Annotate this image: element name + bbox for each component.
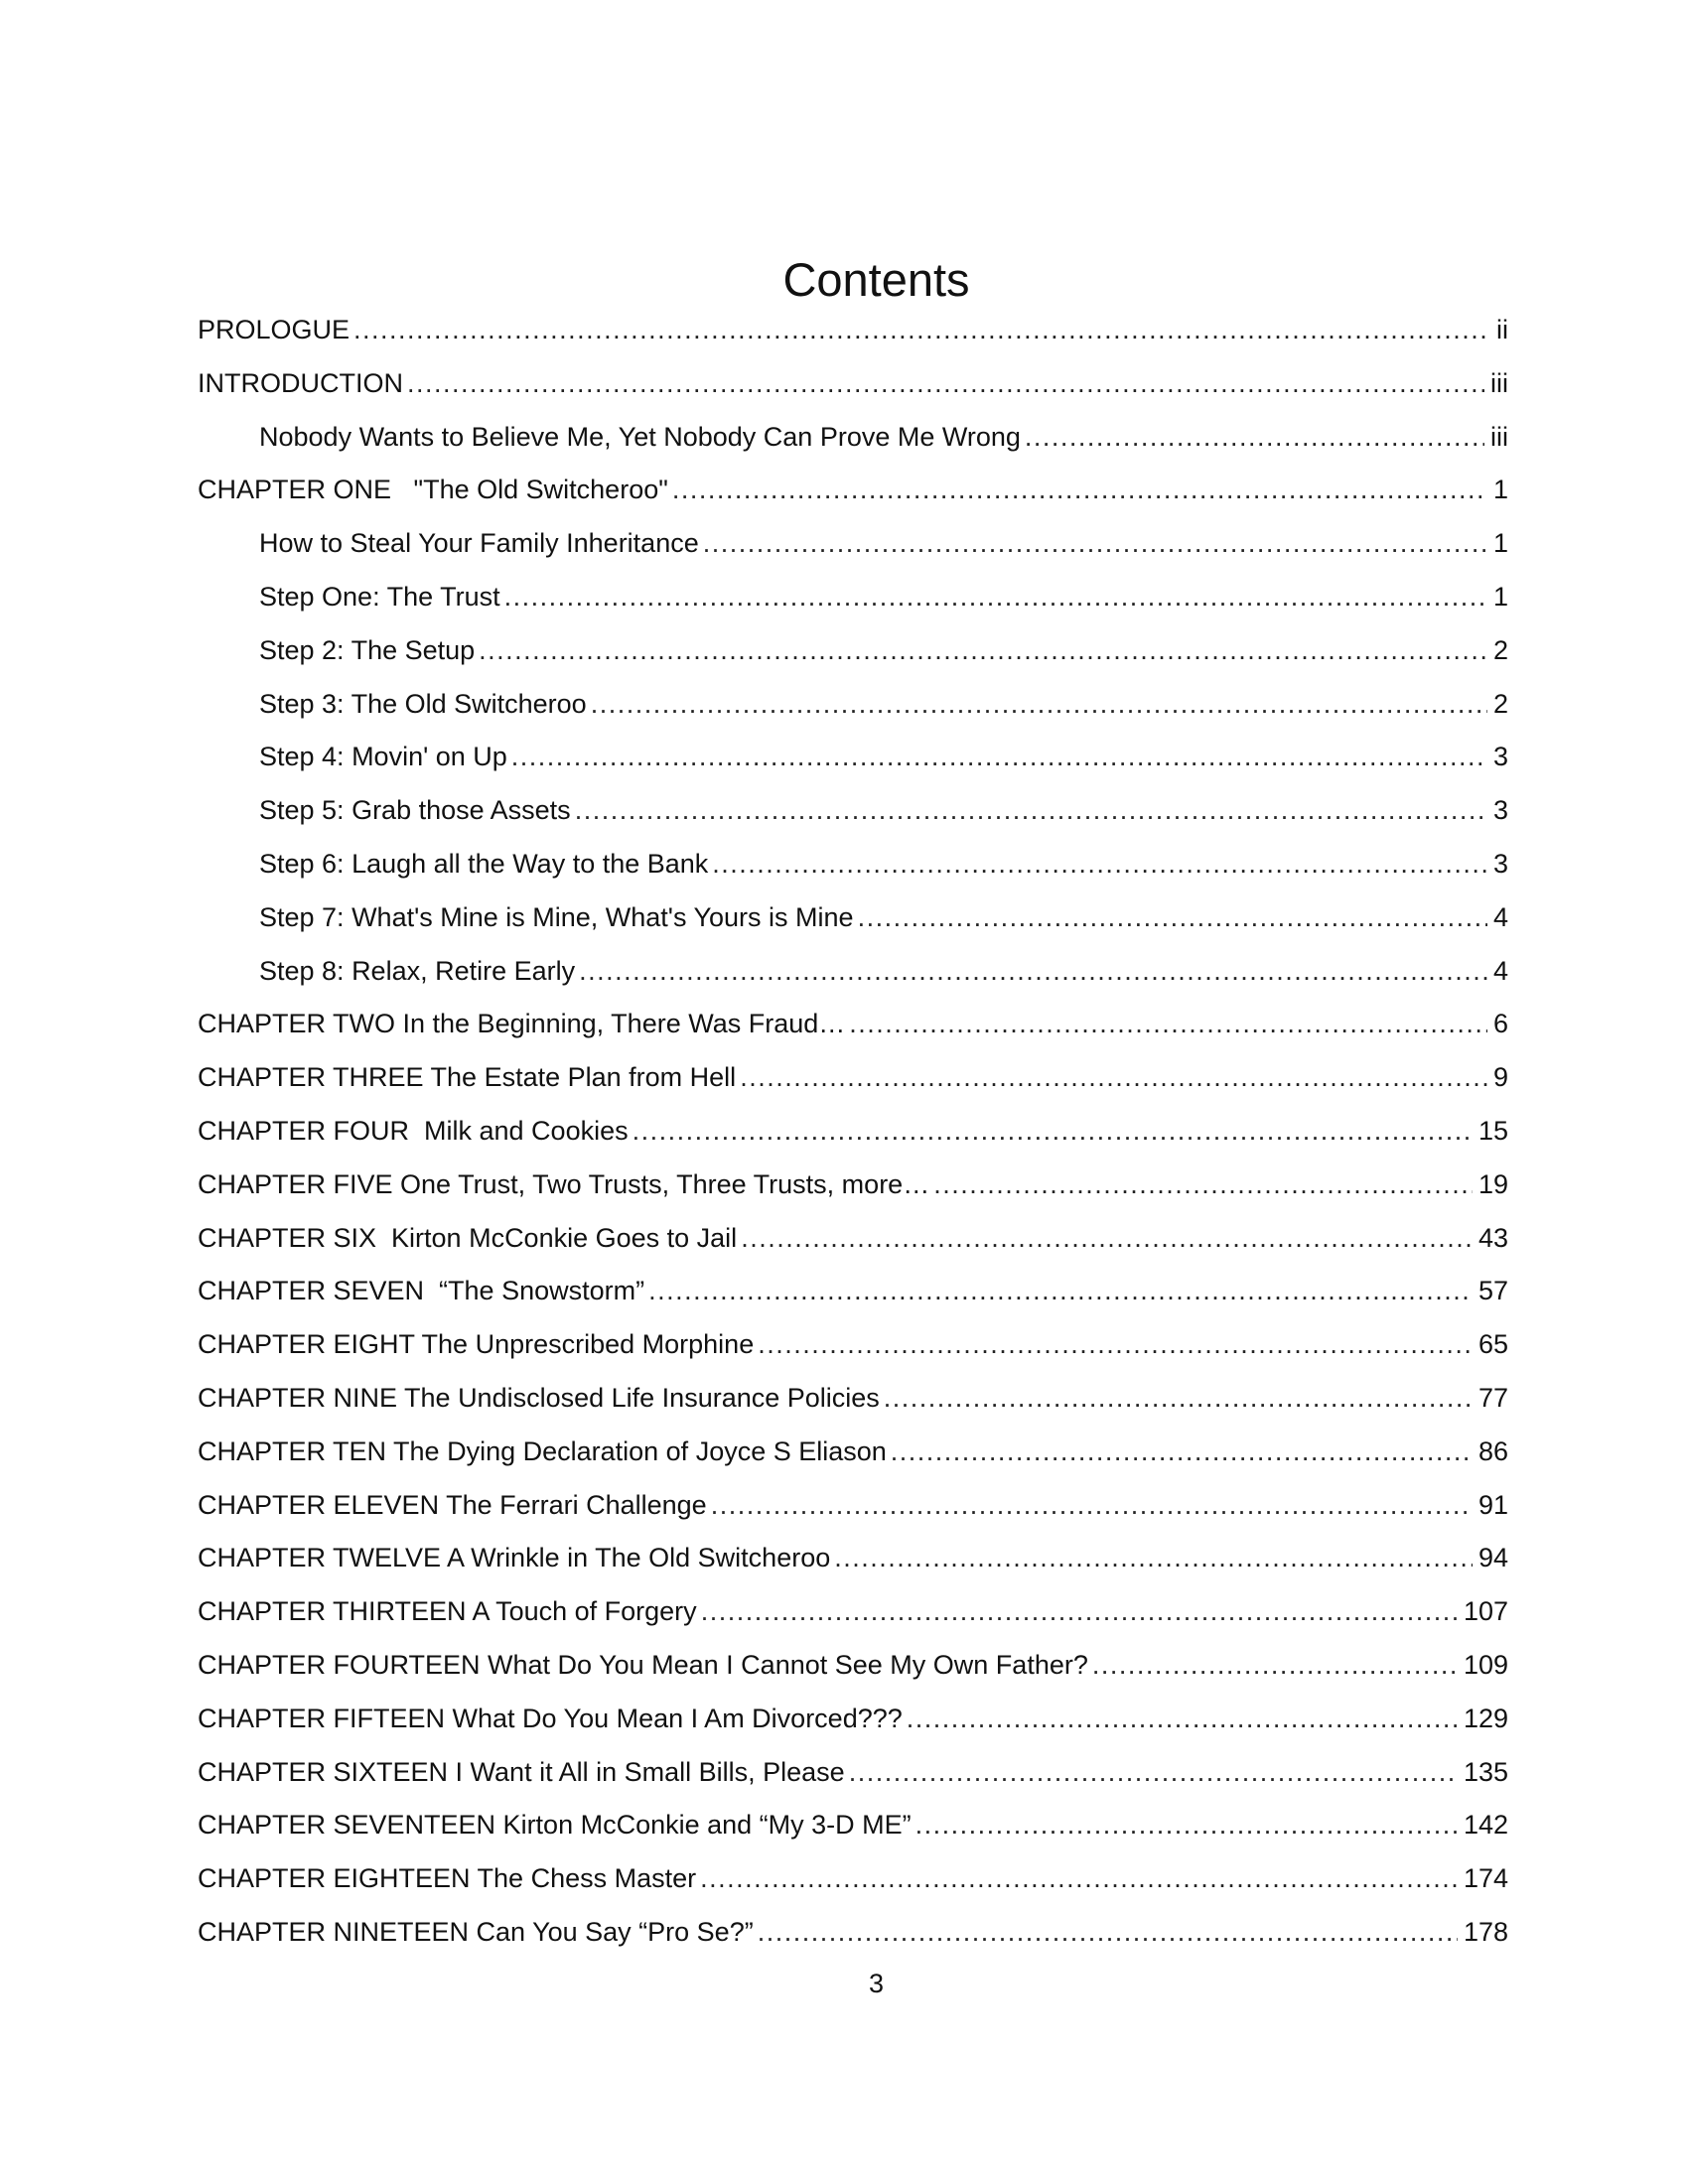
toc-entry-title: INTRODUCTION: [198, 367, 403, 398]
toc-entry[interactable]: [198, 1372, 1508, 1426]
toc-entry[interactable]: [198, 1318, 1508, 1372]
toc-entry[interactable]: [198, 1532, 1508, 1585]
dot-leader: [648, 1265, 1473, 1318]
dot-leader: [740, 1051, 1487, 1105]
dot-leader: [1092, 1639, 1458, 1693]
dot-leader: [511, 731, 1487, 784]
toc-entry[interactable]: [198, 624, 1508, 678]
dot-leader: [933, 1159, 1473, 1212]
toc-entry[interactable]: [198, 1906, 1508, 1960]
toc-entry-title: CHAPTER TWO In the Beginning, There Was Fraud…: [198, 1009, 846, 1039]
toc-entry-page-number: ii: [1496, 315, 1508, 344]
toc-entry-title: CHAPTER SEVENTEEN Kirton McConkie and “My 3-D ME”: [198, 1810, 912, 1841]
toc-entry-title: CHAPTER FOURTEEN What Do You Mean I Cannot See My Own Father?: [198, 1649, 1088, 1680]
toc-entry-title: Step 4: Movin' on Up: [259, 742, 507, 772]
dot-leader: [703, 517, 1487, 571]
dot-leader: [711, 1479, 1473, 1533]
toc-entry-page-number: 109: [1463, 1649, 1508, 1680]
toc-entry[interactable]: [198, 1799, 1508, 1852]
toc-entry-page-number: 3: [1492, 742, 1508, 772]
toc-entry[interactable]: [198, 838, 1508, 891]
toc-entry-page-number: 15: [1477, 1115, 1508, 1146]
toc-entry-title: CHAPTER ONE "The Old Switcheroo": [198, 475, 668, 505]
toc-entry-page-number: 1: [1492, 581, 1508, 612]
dot-leader: [575, 784, 1487, 838]
toc-entry[interactable]: [198, 1212, 1508, 1266]
dot-leader: [849, 1746, 1458, 1800]
toc-entry-title: Step 3: The Old Switcheroo: [259, 688, 587, 719]
toc-entry-title: Step 5: Grab those Assets: [259, 795, 571, 826]
table-of-contents: [198, 304, 1508, 1960]
toc-entry[interactable]: [198, 1479, 1508, 1533]
toc-entry-title: Step 7: What's Mine is Mine, What's Yours is Mine: [259, 901, 854, 932]
toc-entry[interactable]: [198, 1051, 1508, 1105]
toc-entry[interactable]: [198, 1426, 1508, 1479]
toc-entry-title: PROLOGUE: [198, 315, 351, 344]
toc-entry-page-number: 9: [1492, 1062, 1508, 1093]
toc-entry-title: CHAPTER SIXTEEN I Want it All in Small Bills, Please: [198, 1756, 845, 1787]
toc-entry-page-number: 1: [1492, 528, 1508, 559]
toc-entry-page-number: 77: [1477, 1382, 1508, 1413]
dot-leader: [907, 1693, 1458, 1746]
toc-entry-page-number: 6: [1492, 1009, 1508, 1039]
toc-entry-title: Step 6: Laugh all the Way to the Bank: [259, 848, 709, 879]
toc-entry-title: CHAPTER TEN The Dying Declaration of Joyce S Eliason: [198, 1435, 887, 1466]
dot-leader: [579, 945, 1487, 999]
toc-entry[interactable]: [198, 411, 1508, 465]
dot-leader: [353, 304, 1490, 357]
toc-entry-title: Step 2: The Setup: [259, 634, 476, 665]
toc-entry-title: CHAPTER NINETEEN Can You Say “Pro Se?”: [198, 1916, 754, 1947]
toc-entry[interactable]: [198, 678, 1508, 732]
toc-entry-page-number: iii: [1490, 421, 1508, 452]
dot-leader: [858, 891, 1487, 945]
page-number: 3: [868, 1969, 885, 1998]
toc-entry-page-number: 19: [1477, 1168, 1508, 1199]
dot-leader: [700, 1852, 1458, 1906]
toc-entry[interactable]: [198, 517, 1508, 571]
toc-entry[interactable]: [198, 945, 1508, 999]
toc-entry[interactable]: [198, 1639, 1508, 1693]
dot-leader: [891, 1426, 1473, 1479]
toc-entry-page-number: 129: [1463, 1703, 1508, 1733]
dot-leader: [834, 1532, 1473, 1585]
toc-entry-page-number: 4: [1492, 901, 1508, 932]
toc-entry[interactable]: [198, 1265, 1508, 1318]
toc-entry[interactable]: [198, 304, 1508, 357]
dot-leader: [915, 1799, 1458, 1852]
page-title: Contents: [782, 253, 970, 306]
toc-entry[interactable]: [198, 731, 1508, 784]
dot-leader: [504, 571, 1487, 624]
toc-entry-title: CHAPTER THIRTEEN A Touch of Forgery: [198, 1596, 697, 1627]
toc-entry[interactable]: [198, 357, 1508, 411]
dot-leader: [849, 998, 1487, 1051]
toc-entry[interactable]: [198, 1585, 1508, 1639]
toc-entry-page-number: 91: [1477, 1489, 1508, 1520]
dot-leader: [407, 357, 1484, 411]
toc-entry[interactable]: [198, 784, 1508, 838]
toc-entry[interactable]: [198, 1746, 1508, 1800]
toc-entry[interactable]: [198, 1105, 1508, 1159]
toc-entry-page-number: 3: [1492, 795, 1508, 826]
toc-entry-page-number: 4: [1492, 955, 1508, 986]
toc-entry-title: CHAPTER EIGHTEEN The Chess Master: [198, 1863, 697, 1894]
toc-entry-title: CHAPTER EIGHT The Unprescribed Morphine: [198, 1329, 755, 1360]
toc-entry-page-number: 178: [1463, 1916, 1508, 1947]
toc-entry-title: CHAPTER SIX Kirton McConkie Goes to Jail: [198, 1222, 738, 1253]
dot-leader: [712, 838, 1487, 891]
toc-entry-page-number: 107: [1463, 1596, 1508, 1627]
toc-entry-title: Step 8: Relax, Retire Early: [259, 955, 576, 986]
toc-entry-title: CHAPTER ELEVEN The Ferrari Challenge: [198, 1489, 707, 1520]
toc-entry-page-number: 174: [1463, 1863, 1508, 1894]
dot-leader: [758, 1906, 1458, 1960]
toc-entry[interactable]: [198, 998, 1508, 1051]
toc-entry[interactable]: [198, 464, 1508, 517]
toc-entry-title: Nobody Wants to Believe Me, Yet Nobody Can Prove Me Wrong: [259, 421, 1021, 452]
dot-leader: [701, 1585, 1458, 1639]
toc-entry-title: CHAPTER NINE The Undisclosed Life Insurance Policies: [198, 1382, 880, 1413]
toc-entry-page-number: 2: [1492, 688, 1508, 719]
toc-entry-title: Step One: The Trust: [259, 581, 500, 612]
toc-entry[interactable]: [198, 1159, 1508, 1212]
dot-leader: [1025, 411, 1484, 465]
dot-leader: [741, 1212, 1473, 1266]
toc-entry-page-number: 86: [1477, 1435, 1508, 1466]
toc-entry[interactable]: [198, 571, 1508, 624]
toc-entry-page-number: 43: [1477, 1222, 1508, 1253]
toc-entry-page-number: iii: [1490, 367, 1508, 398]
toc-entry-page-number: 142: [1463, 1810, 1508, 1841]
toc-entry-title: CHAPTER SEVEN “The Snowstorm”: [198, 1276, 645, 1306]
toc-entry-title: CHAPTER THREE The Estate Plan from Hell: [198, 1062, 737, 1093]
dot-leader: [591, 678, 1487, 732]
toc-entry-title: How to Steal Your Family Inheritance: [259, 528, 699, 559]
dot-leader: [758, 1318, 1473, 1372]
toc-entry-page-number: 2: [1492, 634, 1508, 665]
toc-entry-page-number: 1: [1492, 475, 1508, 505]
dot-leader: [672, 464, 1487, 517]
dot-leader: [884, 1372, 1473, 1426]
toc-entry-title: CHAPTER FIFTEEN What Do You Mean I Am Divorced???: [198, 1703, 903, 1733]
toc-entry[interactable]: [198, 1693, 1508, 1746]
toc-entry-title: CHAPTER TWELVE A Wrinkle in The Old Switcheroo: [198, 1543, 831, 1573]
toc-entry-title: CHAPTER FOUR Milk and Cookies: [198, 1115, 629, 1146]
toc-entry-page-number: 57: [1477, 1276, 1508, 1306]
dot-leader: [633, 1105, 1473, 1159]
dot-leader: [479, 624, 1487, 678]
toc-entry[interactable]: [198, 1852, 1508, 1906]
toc-entry-page-number: 65: [1477, 1329, 1508, 1360]
toc-entry-page-number: 94: [1477, 1543, 1508, 1573]
toc-entry-title: CHAPTER FIVE One Trust, Two Trusts, Three Trusts, more…: [198, 1168, 930, 1199]
toc-entry-page-number: 3: [1492, 848, 1508, 879]
toc-entry-page-number: 135: [1463, 1756, 1508, 1787]
toc-entry[interactable]: [198, 891, 1508, 945]
